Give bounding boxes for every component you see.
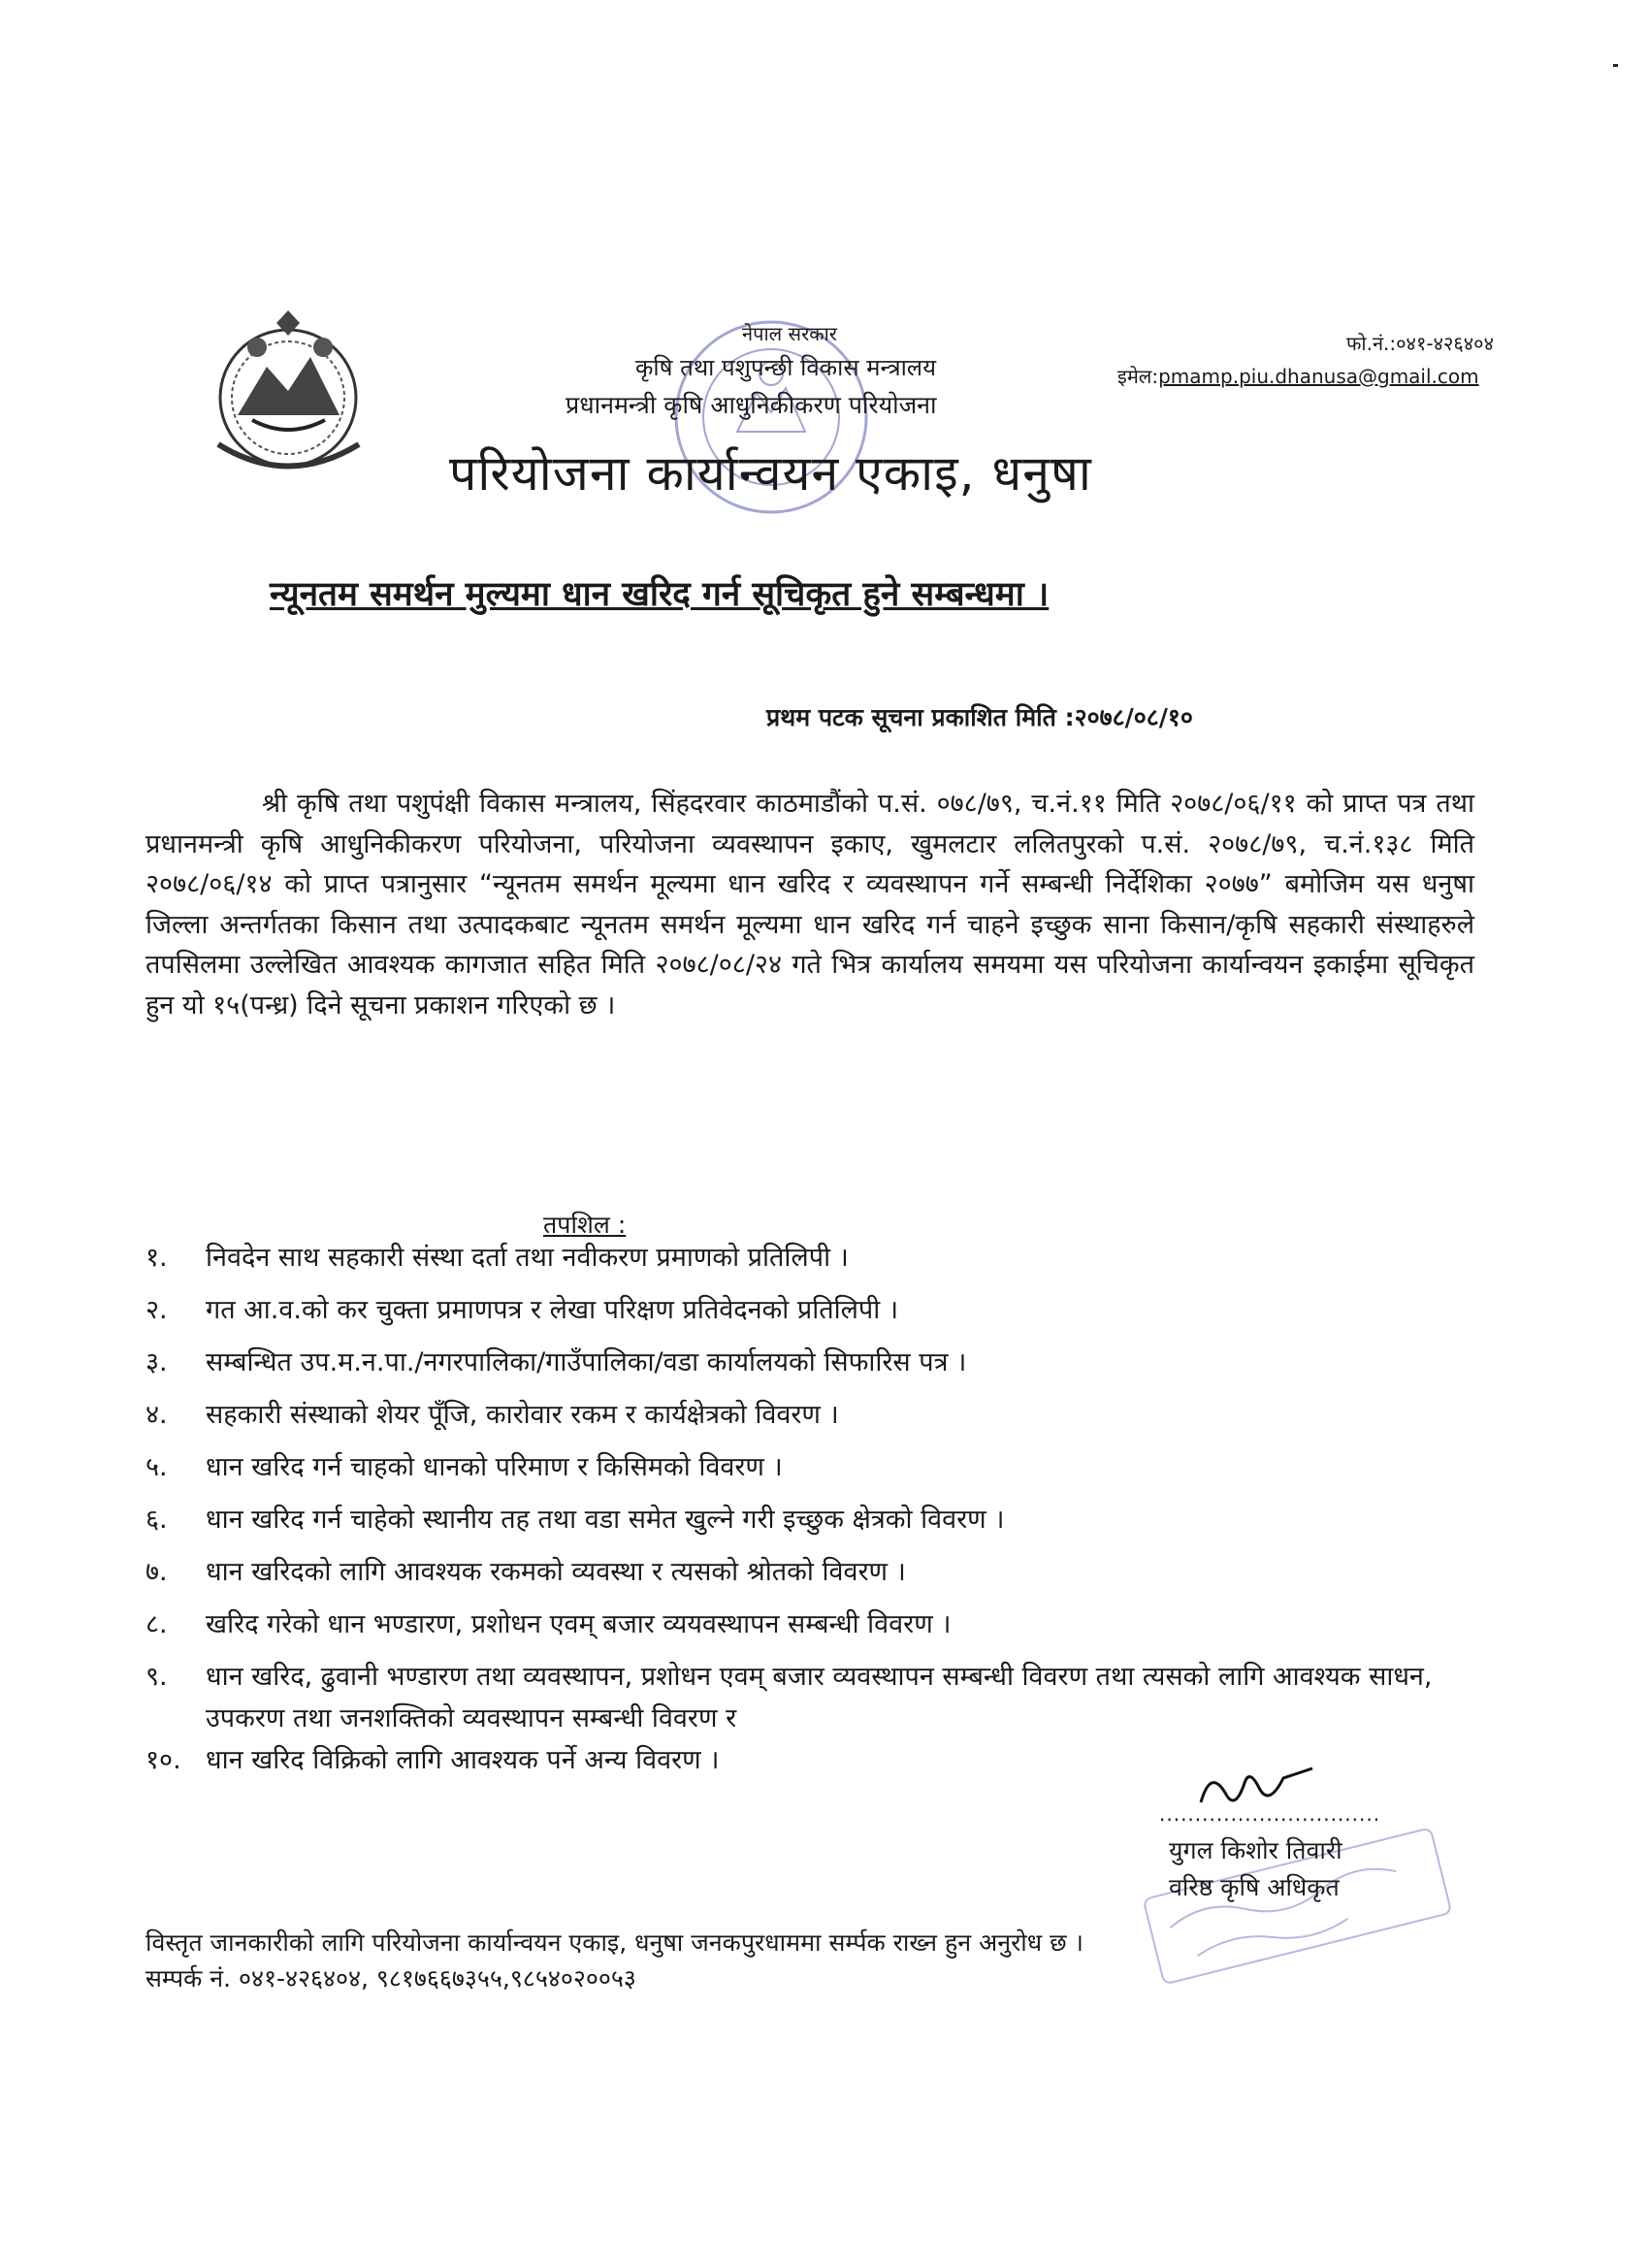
list-item — [146, 1656, 1484, 1739]
item-text: सम्बन्धित उप.म.न.पा./नगरपालिका/गाउँपालिका/वडा कार्यालयको सिफारिस पत्र । — [206, 1347, 967, 1377]
list-item — [146, 1289, 1484, 1342]
email-link[interactable]: pmamp.piu.dhanusa@gmail.com — [1158, 365, 1479, 388]
scan-speck — [1613, 64, 1618, 67]
item-number: ५. — [146, 1452, 168, 1482]
item-text: खरिद गरेको धान भण्डारण, प्रशोधन एवम् बजार व्ययवस्थापन सम्बन्धी विवरण । — [206, 1609, 952, 1639]
item-number: १०. — [146, 1745, 181, 1775]
list-item — [146, 1604, 1484, 1656]
nepal-emblem-icon — [199, 308, 378, 481]
item-text: धान खरिद विक्रिको लागि आवश्यक पर्ने अन्य विवरण । — [206, 1745, 720, 1775]
publication-date: प्रथम पटक सूचना प्रकाशित मिति :२०७८/०८/१० — [766, 703, 1193, 731]
signatory-title: वरिष्ठ कृषि अधिकृत — [1169, 1873, 1340, 1901]
item-text: गत आ.व.को कर चुक्ता प्रमाणपत्र र लेखा परिक्षण प्रतिवेदनको प्रतिलिपी । — [206, 1295, 899, 1325]
footer-contact: सम्पर्क नं. ०४१-४२६४०४, ९८१७६६७३५५,९८५४०२००५३ — [146, 1964, 636, 1993]
list-item — [146, 1342, 1484, 1394]
item-number: २. — [146, 1295, 168, 1325]
item-text: धान खरिद गर्न चाहको धानको परिमाण र किसिमको विवरण । — [206, 1452, 783, 1482]
email-line — [1117, 363, 1479, 389]
list-heading: तपशिल : — [543, 1211, 627, 1239]
item-number: ४. — [146, 1400, 168, 1430]
unit-title: परियोजना कार्यान्वयन एकाइ, धनुषा — [449, 445, 1092, 502]
item-text: धान खरिद, ढुवानी भण्डारण तथा व्यवस्थापन, प्रशोधन एवम् बजार व्यवस्थापन सम्बन्धी विवरण तथा त्यसको लागि आवश्यक साधन, उपकरण तथा जनशक्तिको व्यवस्थापन सम्बन्धी विवरण र — [206, 1662, 1433, 1733]
signature-line: ............................... — [1159, 1802, 1381, 1826]
notice-subject: न्यूनतम समर्थन मुल्यमा धान खरिद गर्न सूचिकृत हुने सम्बन्धमा । — [270, 575, 1050, 614]
list-item — [146, 1551, 1484, 1604]
government-line: नेपाल सरकार — [742, 322, 837, 345]
list-item — [146, 1446, 1484, 1499]
item-number: ३. — [146, 1347, 168, 1377]
item-number: ८. — [146, 1609, 168, 1639]
list-item — [146, 1237, 1484, 1289]
list-item — [146, 1394, 1484, 1446]
footer-info: विस्तृत जानकारीको लागि परियोजना कार्यान्वयन एकाइ, धनुषा जनकपुरधाममा सर्म्पक राख्न हुन अनुरोध छ । — [146, 1928, 1084, 1957]
notice-body: श्री कृषि तथा पशुपंक्षी विकास मन्त्रालय, सिंहदरवार काठमाडौंको प.सं. ०७८/७९, च.नं.११ मिति २०७८/०६/११ को प्राप्त पत्र तथा प्रधानमन्त्री कृषि आधुनिकीकरण परियोजना, परियोजना व्यवस्थापन इकाए, खुमलटार ललितपुरको प.सं. २०७८/७९, च.नं.१३८ मिति २०७८/०६/१४ को प्राप्त पत्रानुसार “न्यूनतम समर्थन मूल्यमा धान खरिद र व्यवस्थापन गर्ने सम्बन्धी निर्देशिका २०७७” बमोजिम यस धनुषा जिल्ला अन्तर्गतका किसान तथा उत्पादकबाट न्यूनतम समर्थन मूल्यमा धान खरिद गर्न चाहने इच्छुक साना किसान/कृषि सहकारी संस्थाहरुले तपसिलमा उल्लेखित आवश्यक कागजात सहित मिति २०७८/०८/२४ गते भित्र कार्यालय समयमा यस परियोजना कार्यान्वयन इकाईमा सूचिकृत हुन यो १५(पन्ध्र) दिने सूचना प्रकाशन गरिएको छ । — [146, 789, 1474, 1021]
requirements-list — [146, 1237, 1484, 1792]
item-text: निवदेन साथ सहकारी संस्था दर्ता तथा नवीकरण प्रमाणको प्रतिलिपी । — [206, 1243, 849, 1273]
signatory-name: युगल किशोर तिवारी — [1169, 1836, 1342, 1864]
item-number: १. — [146, 1243, 168, 1273]
item-text: सहकारी संस्थाको शेयर पूँजि, कारोवार रकम र कार्यक्षेत्रको विवरण । — [206, 1400, 839, 1430]
ministry-line: कृषि तथा पशुपन्छी विकास मन्त्रालय — [635, 354, 936, 381]
email-label: इमेल: — [1117, 365, 1159, 388]
list-item — [146, 1499, 1484, 1551]
project-line: प्रधानमन्त्री कृषि आधुनिकीकरण परियोजना — [566, 391, 937, 419]
item-number: ६. — [146, 1505, 168, 1535]
phone-number: फो.नं.:०४१-४२६४०४ — [1346, 332, 1494, 355]
item-text: धान खरिद गर्न चाहेको स्थानीय तह तथा वडा समेत खुल्ने गरी इच्छुक क्षेत्रको विवरण । — [206, 1505, 1005, 1535]
item-number: ७. — [146, 1557, 168, 1587]
item-text: धान खरिदको लागि आवश्यक रकमको व्यवस्था र त्यसको श्रोतको विवरण । — [206, 1557, 906, 1587]
item-number: ९. — [146, 1662, 168, 1692]
